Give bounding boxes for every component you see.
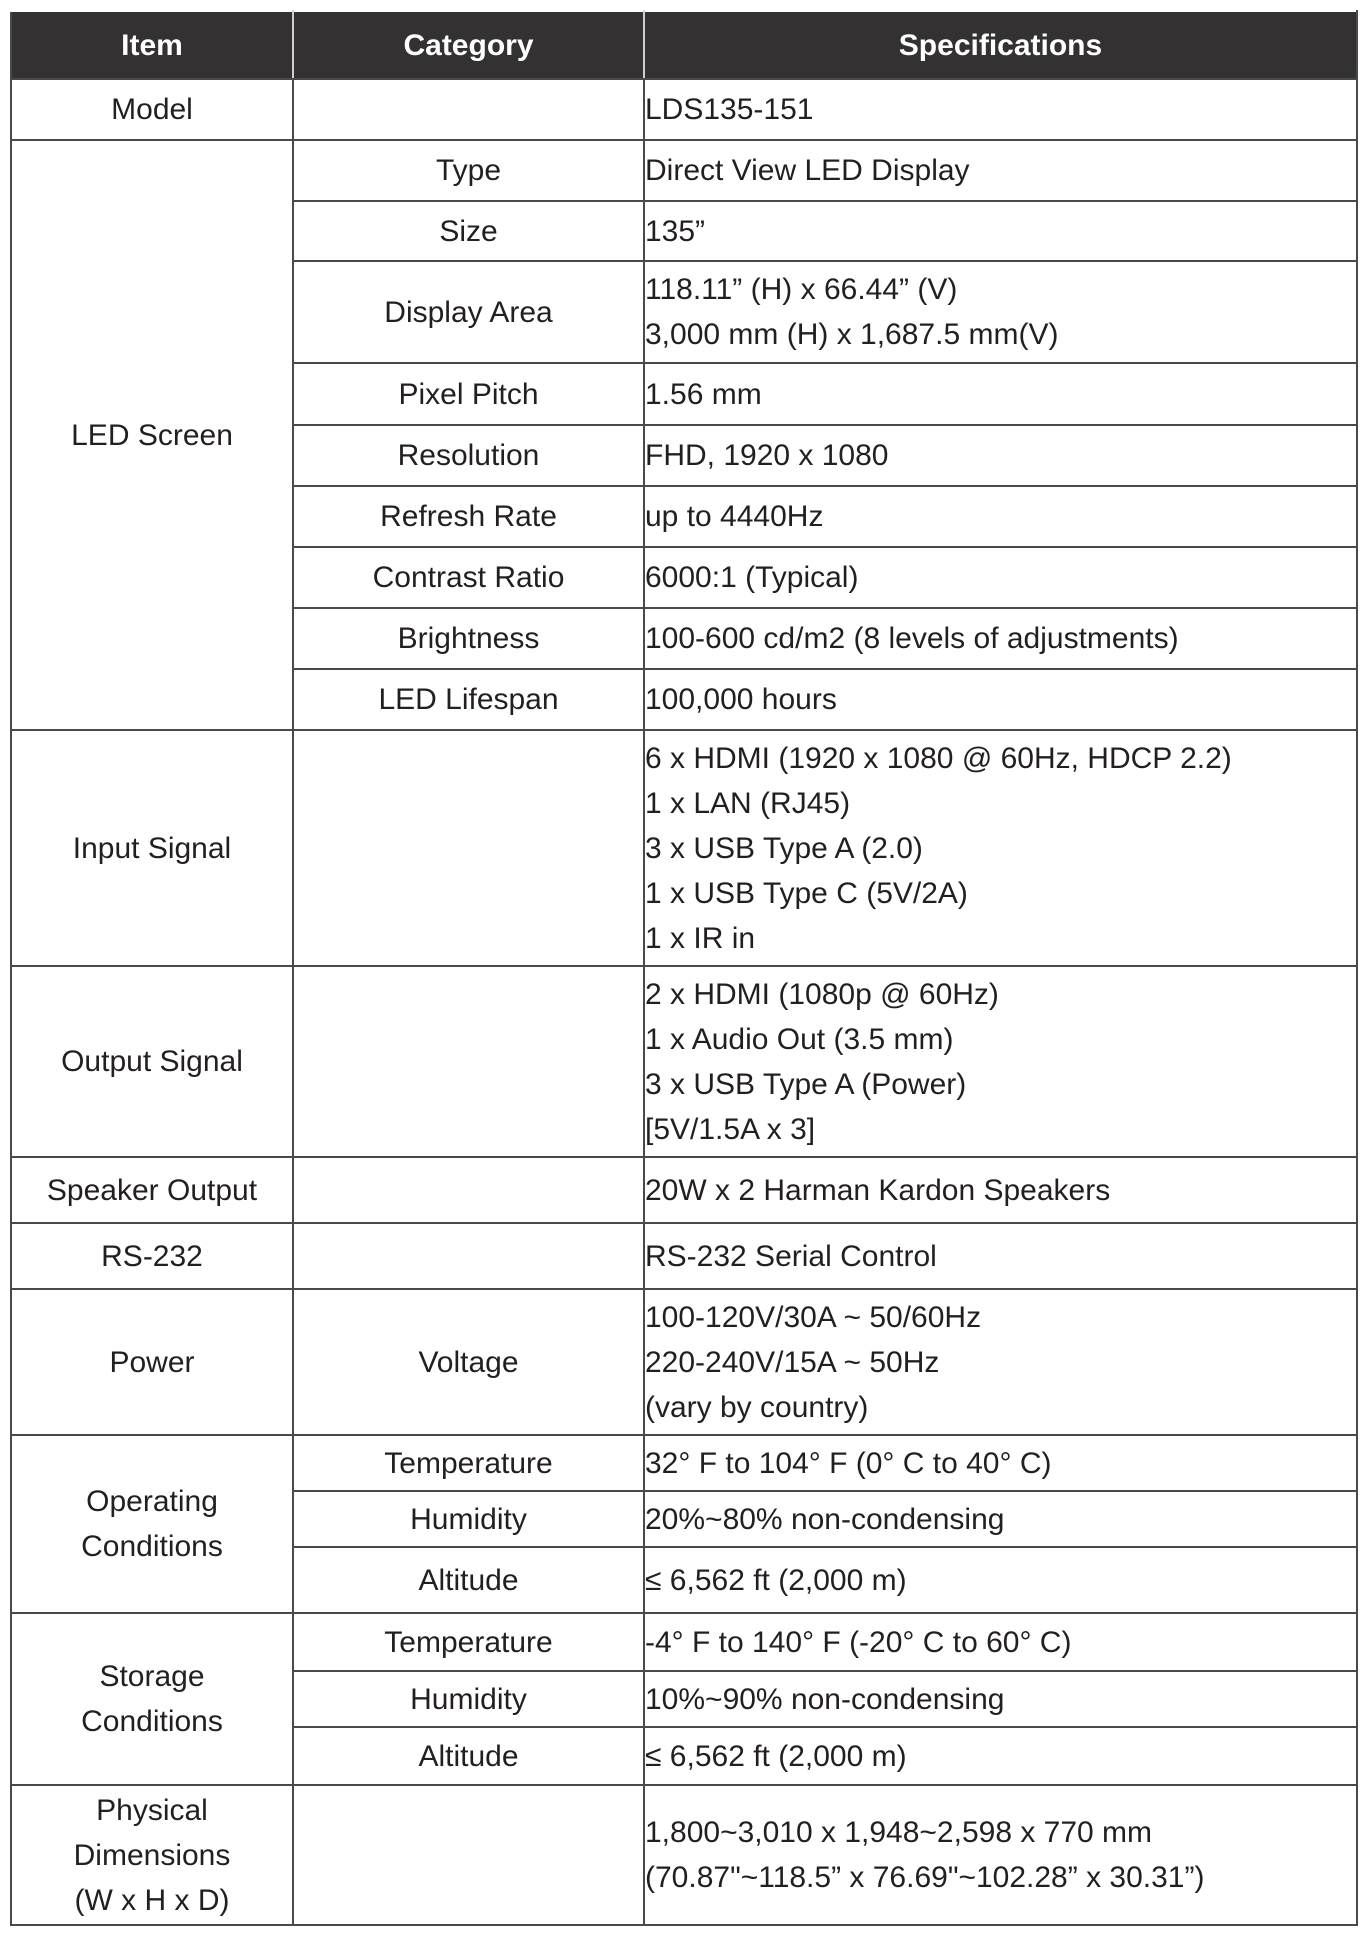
header-row bbox=[11, 11, 1357, 79]
category-cell bbox=[293, 1157, 644, 1223]
table-row-physical-dimensions bbox=[11, 1785, 1357, 1925]
category-cell: Brightness bbox=[293, 608, 644, 669]
spec-cell: -4° F to 140° F (-20° C to 60° C) bbox=[644, 1613, 1357, 1671]
item-cell: Speaker Output bbox=[11, 1157, 293, 1223]
category-cell: Temperature bbox=[293, 1613, 644, 1671]
table-row-model bbox=[11, 79, 1357, 140]
spec-line: 1 x IR in bbox=[645, 921, 756, 955]
spec-cell: up to 4440Hz bbox=[644, 486, 1357, 547]
spec-line: (vary by country) bbox=[645, 1390, 869, 1424]
item-cell: Input Signal bbox=[11, 730, 293, 966]
item-line: Dimensions bbox=[73, 1838, 231, 1872]
spec-cell: 32° F to 104° F (0° C to 40° C) bbox=[644, 1435, 1357, 1491]
item-line: Storage bbox=[99, 1660, 205, 1693]
spec-line: [5V/1.5A x 3] bbox=[645, 1112, 816, 1146]
header-item: Item bbox=[11, 11, 293, 79]
spec-cell bbox=[644, 1785, 1357, 1925]
item-cell: Output Signal bbox=[11, 966, 293, 1157]
table-row-output-signal bbox=[11, 966, 1357, 1157]
spec-line: 3 x USB Type A (2.0) bbox=[645, 831, 923, 865]
category-cell bbox=[293, 1223, 644, 1289]
spec-cell: ≤ 6,562 ft (2,000 m) bbox=[644, 1547, 1357, 1613]
category-cell: Refresh Rate bbox=[293, 486, 644, 547]
category-cell: Type bbox=[293, 140, 644, 201]
category-cell bbox=[293, 79, 644, 140]
spec-cell bbox=[644, 1289, 1357, 1435]
specifications-table bbox=[10, 10, 1358, 1926]
header-category: Category bbox=[293, 11, 644, 79]
spec-cell: Direct View LED Display bbox=[644, 140, 1357, 201]
spec-line: 220-240V/15A ~ 50Hz bbox=[645, 1345, 940, 1379]
header-specifications: Specifications bbox=[644, 11, 1357, 79]
item-line: Operating bbox=[86, 1485, 218, 1518]
spec-line: 1 x LAN (RJ45) bbox=[645, 786, 851, 820]
spec-line: 3 x USB Type A (Power) bbox=[645, 1067, 967, 1101]
spec-cell: FHD, 1920 x 1080 bbox=[644, 425, 1357, 486]
table-row-led-type bbox=[11, 140, 1357, 201]
spec-cell: RS-232 Serial Control bbox=[644, 1223, 1357, 1289]
spec-line: 1 x USB Type C (5V/2A) bbox=[645, 876, 968, 910]
spec-cell: 1.56 mm bbox=[644, 363, 1357, 425]
category-cell bbox=[293, 966, 644, 1157]
spec-line: 100-120V/30A ~ 50/60Hz bbox=[645, 1300, 982, 1334]
spec-cell: 100-600 cd/m2 (8 levels of adjustments) bbox=[644, 608, 1357, 669]
spec-cell bbox=[644, 261, 1357, 363]
spec-cell bbox=[644, 730, 1357, 966]
item-cell bbox=[11, 1785, 293, 1925]
item-cell: Power bbox=[11, 1289, 293, 1435]
category-cell: Size bbox=[293, 201, 644, 261]
spec-line: 1 x Audio Out (3.5 mm) bbox=[645, 1022, 954, 1056]
item-line: Conditions bbox=[81, 1530, 223, 1563]
spec-cell: ≤ 6,562 ft (2,000 m) bbox=[644, 1727, 1357, 1785]
spec-line: 2 x HDMI (1080p @ 60Hz) bbox=[645, 977, 999, 1011]
spec-cell: 135” bbox=[644, 201, 1357, 261]
item-cell: RS-232 bbox=[11, 1223, 293, 1289]
spec-line: 3,000 mm (H) x 1,687.5 mm(V) bbox=[645, 318, 1059, 351]
table-row-power bbox=[11, 1289, 1357, 1435]
table-row-speaker-output bbox=[11, 1157, 1357, 1223]
category-cell bbox=[293, 730, 644, 966]
spec-cell: LDS135-151 bbox=[644, 79, 1357, 140]
category-cell: Pixel Pitch bbox=[293, 363, 644, 425]
item-cell-led-screen: LED Screen bbox=[11, 140, 293, 730]
item-cell-operating-conditions bbox=[11, 1435, 293, 1613]
spec-cell bbox=[644, 966, 1357, 1157]
item-cell-storage-conditions bbox=[11, 1613, 293, 1785]
category-cell: Humidity bbox=[293, 1671, 644, 1727]
category-cell: LED Lifespan bbox=[293, 669, 644, 730]
item-line: Physical bbox=[96, 1793, 208, 1827]
table-row-input-signal bbox=[11, 730, 1357, 966]
spec-cell: 10%~90% non-condensing bbox=[644, 1671, 1357, 1727]
category-cell: Altitude bbox=[293, 1547, 644, 1613]
item-line: (W x H x D) bbox=[74, 1883, 230, 1917]
spec-line: 1,800~3,010 x 1,948~2,598 x 770 mm bbox=[645, 1816, 1153, 1849]
category-cell: Altitude bbox=[293, 1727, 644, 1785]
item-line: Conditions bbox=[81, 1705, 223, 1738]
spec-cell: 20W x 2 Harman Kardon Speakers bbox=[644, 1157, 1357, 1223]
table-row-storage-temperature bbox=[11, 1613, 1357, 1671]
table-row-operating-temperature bbox=[11, 1435, 1357, 1491]
category-cell: Contrast Ratio bbox=[293, 547, 644, 608]
category-cell: Resolution bbox=[293, 425, 644, 486]
category-cell: Humidity bbox=[293, 1491, 644, 1547]
category-cell: Temperature bbox=[293, 1435, 644, 1491]
spec-line: 6 x HDMI (1920 x 1080 @ 60Hz, HDCP 2.2) bbox=[645, 741, 1232, 775]
spec-cell: 20%~80% non-condensing bbox=[644, 1491, 1357, 1547]
category-cell: Display Area bbox=[293, 261, 644, 363]
spec-cell: 100,000 hours bbox=[644, 669, 1357, 730]
spec-line: (70.87"~118.5” x 76.69"~102.28” x 30.31”) bbox=[645, 1861, 1205, 1894]
spec-line: 118.11” (H) x 66.44” (V) bbox=[645, 273, 958, 306]
item-cell: Model bbox=[11, 79, 293, 140]
category-cell: Voltage bbox=[293, 1289, 644, 1435]
spec-cell: 6000:1 (Typical) bbox=[644, 547, 1357, 608]
table-row-rs232 bbox=[11, 1223, 1357, 1289]
category-cell bbox=[293, 1785, 644, 1925]
